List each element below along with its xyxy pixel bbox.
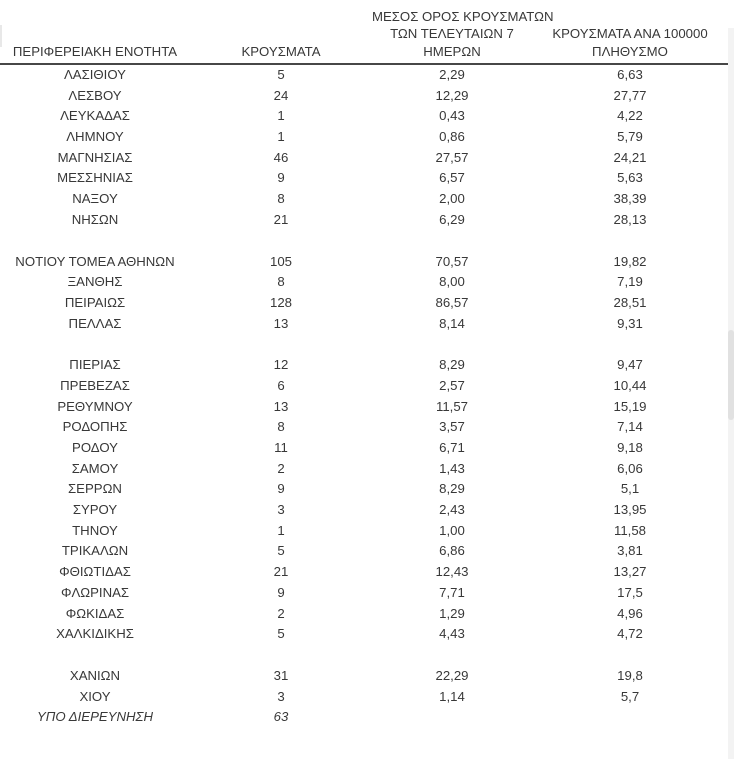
per100k-cell: 5,7 [620,688,640,704]
header-avg7-line2: ΤΩΝ ΤΕΛΕΥΤΑΙΩΝ 7 [390,26,514,42]
avg7-cell: 0,43 [439,108,465,124]
region-cell: ΧΑΛΚΙΔΙΚΗΣ [56,626,134,642]
cases-cell: 105 [269,253,292,269]
avg7-cell: 0,86 [439,129,465,145]
avg7-cell: 8,14 [439,315,465,331]
per100k-cell: 4,22 [617,108,643,124]
cases-cell: 12 [273,357,289,373]
avg7-cell: 27,57 [435,149,469,165]
cases-cell: 5 [277,626,285,642]
table-header-row [0,0,734,65]
region-cell: ΛΕΣΒΟΥ [68,87,122,103]
table-row [0,583,734,604]
header-per100k [532,25,728,60]
table-row [0,417,734,438]
cases-cell: 128 [269,294,292,310]
cases-cell: 9 [277,481,285,497]
table-row [0,210,734,231]
avg7-cell: 1,14 [439,688,465,704]
region-cell: ΥΠΟ ΔΙΕΡΕΥΝΗΣΗ [37,709,153,725]
header-avg7-line3: ΗΜΕΡΩΝ [423,43,481,59]
table-row [0,438,734,459]
table-row [0,189,734,210]
table-row [0,459,734,480]
cases-cell: 5 [277,67,285,82]
avg7-cell: 8,00 [439,274,465,290]
table-row [0,479,734,500]
header-region-label: ΠΕΡΙΦΕΡΕΙΑΚΗ ΕΝΟΤΗΤΑ [12,43,178,59]
region-cell: ΣΥΡΟΥ [72,502,118,518]
avg7-cell: 6,86 [439,543,465,559]
per100k-cell: 6,63 [617,67,643,82]
region-cell: ΠΕΛΛΑΣ [68,315,122,331]
per100k-cell: 7,19 [617,274,643,290]
avg7-cell: 8,29 [439,481,465,497]
region-cell: ΦΩΚΙΔΑΣ [65,605,125,621]
avg7-cell: 2,00 [439,191,465,207]
per100k-cell: 28,13 [613,211,647,227]
per100k-cell: 13,27 [613,564,647,580]
table-row [0,86,734,107]
region-cell: ΠΡΕΒΕΖΑΣ [60,377,130,393]
table-row [0,666,734,687]
per100k-cell: 6,06 [617,460,643,476]
region-cell: ΦΘΙΩΤΙΔΑΣ [59,564,131,580]
table-row [0,604,734,625]
cases-cell: 8 [277,419,285,435]
region-cell: ΣΕΡΡΩΝ [68,481,122,497]
per100k-cell: 10,44 [613,377,647,393]
per100k-cell: 19,82 [613,253,647,269]
per100k-cell: 5,1 [620,481,640,497]
table-row [0,272,734,293]
cases-cell: 13 [273,315,289,331]
table-row [0,314,734,335]
region-cell: ΧΙΟΥ [79,688,111,704]
header-cases-label: ΚΡΟΥΣΜΑΤΑ [241,43,321,59]
avg7-cell: 1,29 [439,605,465,621]
region-cell: ΞΑΝΘΗΣ [67,274,123,290]
avg7-cell: 3,57 [439,419,465,435]
cases-cell: 2 [277,605,285,621]
cases-cell: 3 [277,502,285,518]
avg7-cell: 1,00 [439,522,465,538]
cases-cell: 21 [273,211,289,227]
region-cell: ΛΕΥΚΑΔΑΣ [60,108,130,124]
per100k-cell: 4,96 [617,605,643,621]
table-row [0,500,734,521]
region-cell: ΛΑΣΙΘΙΟΥ [64,67,126,82]
header-per100k-line2: ΠΛΗΘΥΣΜΟ [592,43,668,59]
table-row [0,168,734,189]
avg7-cell: 4,43 [439,626,465,642]
table-row [0,127,734,148]
cases-cell: 8 [277,274,285,290]
cases-cell: 31 [273,667,289,683]
header-cases [190,43,372,60]
spacer-row [0,645,734,666]
per100k-cell: 3,81 [617,543,643,559]
per100k-cell: 9,18 [617,440,643,455]
cases-cell: 1 [277,129,285,145]
avg7-cell: 11,57 [435,398,469,414]
per100k-cell: 27,77 [613,87,647,103]
avg7-cell: 86,57 [435,294,469,310]
avg7-cell: 2,57 [439,377,465,393]
per100k-cell: 19,8 [617,667,643,683]
region-cell: ΠΕΙΡΑΙΩΣ [64,294,126,310]
region-cell: ΝΗΣΩΝ [71,211,119,227]
cases-cell: 24 [273,87,289,103]
cases-cell: 1 [277,522,285,538]
region-cell: ΣΑΜΟΥ [71,460,119,476]
avg7-cell: 12,29 [435,87,469,103]
avg7-cell: 6,29 [439,211,465,227]
per100k-cell: 9,47 [617,357,643,373]
region-cell: ΡΕΘΥΜΝΟΥ [57,398,133,414]
table-row [0,562,734,583]
region-cell: ΦΛΩΡΙΝΑΣ [60,584,130,600]
table-row [0,521,734,542]
cases-cell: 9 [277,584,285,600]
per100k-cell: 13,95 [613,502,647,518]
table-row [0,707,734,728]
cases-cell: 8 [277,191,285,207]
table-row [0,624,734,645]
avg7-cell: 2,43 [439,502,465,518]
avg7-cell: 12,43 [435,564,469,580]
header-avg7-line1: ΜΕΣΟΣ ΟΡΟΣ ΚΡΟΥΣΜΑΤΩΝ [372,8,554,24]
spacer-row [0,231,734,252]
header-region [0,43,190,60]
cases-cell: 9 [277,170,285,186]
per100k-cell: 9,31 [617,315,643,331]
per100k-cell: 7,14 [617,419,643,435]
header-avg7 [372,8,554,60]
table-row [0,376,734,397]
cases-cell: 6 [277,377,285,393]
cases-cell: 11 [274,440,288,455]
left-edge-artifact [0,25,2,47]
per100k-cell: 28,51 [613,294,647,310]
per100k-cell: 17,5 [617,584,643,600]
table-row [0,106,734,127]
region-cell: ΝΟΤΙΟΥ ΤΟΜΕΑ ΑΘΗΝΩΝ [15,253,175,269]
header-per100k-line1: ΚΡΟΥΣΜΑΤΑ ΑΝΑ 100000 [552,26,708,42]
per100k-cell: 15,19 [613,398,647,414]
per100k-cell: 11,58 [613,522,647,538]
cases-cell: 13 [273,398,289,414]
per100k-cell: 38,39 [613,191,647,207]
cases-cell: 3 [277,688,285,704]
cases-cell: 2 [277,460,285,476]
region-cell: ΡΟΔΟΥ [72,440,118,455]
avg7-cell: 8,29 [439,357,465,373]
table-row [0,65,734,86]
avg7-cell: 2,29 [439,67,465,82]
region-cell: ΡΟΔΟΠΗΣ [62,419,128,435]
table-row [0,541,734,562]
cases-cell: 63 [273,709,289,725]
cases-cell: 21 [273,564,289,580]
region-cell: ΤΗΝΟΥ [72,522,118,538]
table-row [0,397,734,418]
region-cell: ΧΑΝΙΩΝ [69,667,121,683]
table-row [0,687,734,708]
cases-cell: 1 [277,108,285,124]
avg7-cell: 1,43 [439,460,465,476]
region-cell: ΠΙΕΡΙΑΣ [69,357,121,373]
spacer-row [0,334,734,355]
avg7-cell: 6,71 [439,440,465,455]
avg7-cell: 6,57 [439,170,465,186]
table-row [0,293,734,314]
per100k-cell: 4,72 [617,626,643,642]
per100k-cell: 5,79 [617,129,643,145]
region-cell: ΤΡΙΚΑΛΩΝ [61,543,129,559]
avg7-cell: 22,29 [435,667,469,683]
scrollbar-track[interactable] [728,28,734,759]
region-cell: ΜΕΣΣΗΝΙΑΣ [57,170,133,186]
table-row [0,252,734,273]
cases-cell: 46 [273,149,289,165]
table-row [0,355,734,376]
cases-cell: 5 [277,543,285,559]
region-cell: ΛΗΜΝΟΥ [66,129,124,145]
table-body [0,65,734,728]
table-row [0,148,734,169]
avg7-cell: 70,57 [435,253,469,269]
avg7-cell: 7,71 [439,584,465,600]
per100k-cell: 5,63 [617,170,643,186]
region-cell: ΜΑΓΝΗΣΙΑΣ [57,149,133,165]
scrollbar-thumb[interactable] [728,330,734,420]
region-cell: ΝΑΞΟΥ [72,191,118,207]
per100k-cell: 24,21 [613,149,647,165]
